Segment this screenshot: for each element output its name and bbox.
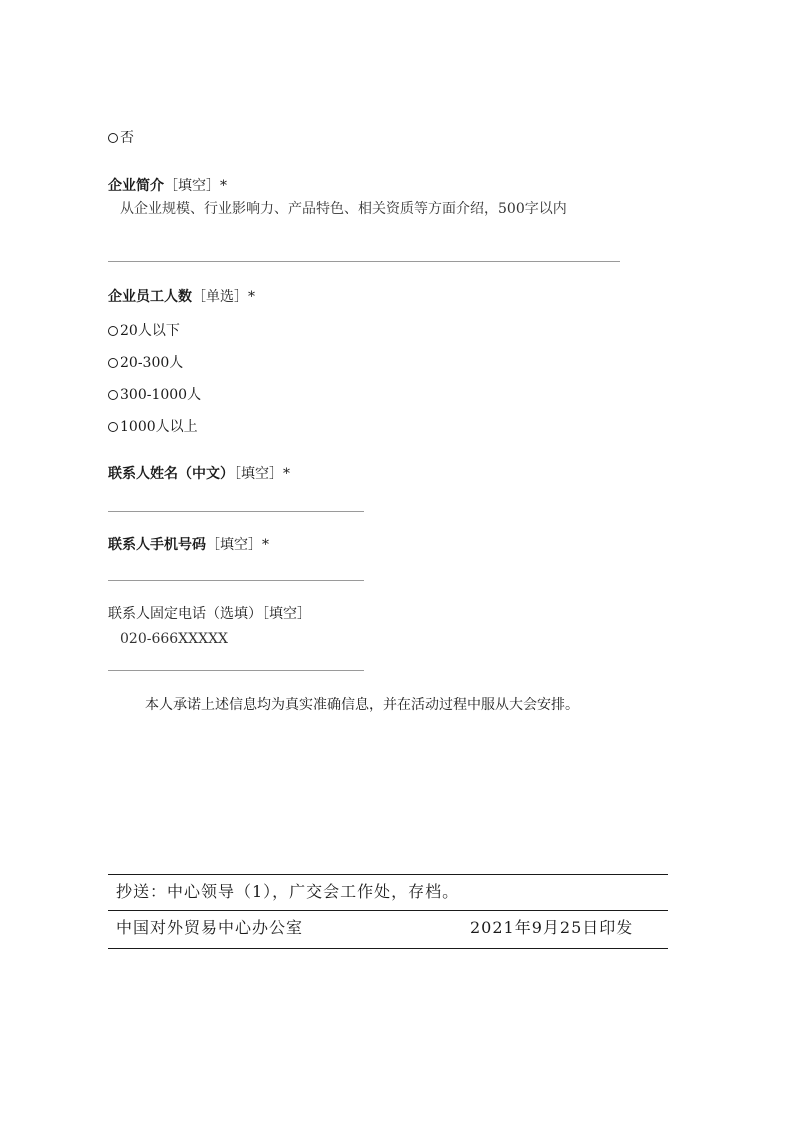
question-title: 企业员工人数 bbox=[108, 289, 192, 305]
issuer-name: 中国对外贸易中心办公室 bbox=[116, 918, 304, 937]
staff-option-1[interactable]: 20人以下 bbox=[108, 322, 180, 340]
required-mark: * bbox=[220, 178, 227, 194]
pledge-statement: 本人承诺上述信息均为真实准确信息，并在活动过程中服从大会安排。 bbox=[145, 697, 579, 713]
question-title: 联系人姓名（中文） bbox=[108, 466, 234, 482]
contact-name-input[interactable] bbox=[108, 511, 364, 512]
question-type: ［填空］ bbox=[234, 466, 283, 482]
question-title: 企业简介 bbox=[108, 178, 164, 194]
contact-phone-underline bbox=[108, 670, 364, 671]
staff-option-4[interactable]: 1000人以上 bbox=[108, 418, 198, 436]
question-type: ［单选］ bbox=[192, 289, 248, 305]
input-placeholder: 从企业规模、行业影响力、产品特色、相关资质等方面介绍，500字以内 bbox=[120, 201, 567, 217]
radio-circle-icon[interactable] bbox=[108, 326, 118, 336]
required-mark: * bbox=[262, 537, 269, 553]
radio-circle-icon[interactable] bbox=[108, 358, 118, 368]
footer-rule-middle bbox=[108, 910, 668, 911]
issue-date: 2021年9月25日印发 bbox=[470, 918, 634, 937]
contact-mobile-input[interactable] bbox=[108, 580, 364, 581]
company-intro-input[interactable] bbox=[120, 200, 567, 218]
question-contact-name bbox=[108, 465, 290, 483]
input-placeholder: 020-666XXXXX bbox=[120, 631, 229, 647]
required-mark: * bbox=[283, 466, 290, 482]
question-type: ［填空］ bbox=[206, 537, 262, 553]
contact-phone-input[interactable] bbox=[120, 630, 228, 648]
question-staff-count bbox=[108, 288, 255, 306]
question-contact-mobile bbox=[108, 536, 269, 554]
cc-line: 抄送：中心领导（1），广交会工作处，存档。 bbox=[116, 882, 460, 901]
radio-circle-icon[interactable] bbox=[108, 133, 118, 143]
required-mark: * bbox=[248, 289, 255, 305]
question-title: 联系人手机号码 bbox=[108, 537, 206, 553]
option-no[interactable]: 否 bbox=[108, 129, 134, 147]
radio-circle-icon[interactable] bbox=[108, 390, 118, 400]
question-contact-phone bbox=[108, 605, 311, 623]
radio-circle-icon[interactable] bbox=[108, 422, 118, 432]
footer-rule-bottom bbox=[108, 948, 668, 949]
footer-rule-top bbox=[108, 874, 668, 875]
question-title: 联系人固定电话（选填） bbox=[108, 606, 262, 622]
staff-option-2[interactable]: 20-300人 bbox=[108, 354, 183, 372]
question-type: ［填空］ bbox=[262, 606, 311, 622]
question-company-intro bbox=[108, 177, 227, 195]
question-type: ［填空］ bbox=[164, 178, 220, 194]
staff-option-3[interactable]: 300-1000人 bbox=[108, 386, 201, 404]
company-intro-underline bbox=[108, 261, 620, 262]
